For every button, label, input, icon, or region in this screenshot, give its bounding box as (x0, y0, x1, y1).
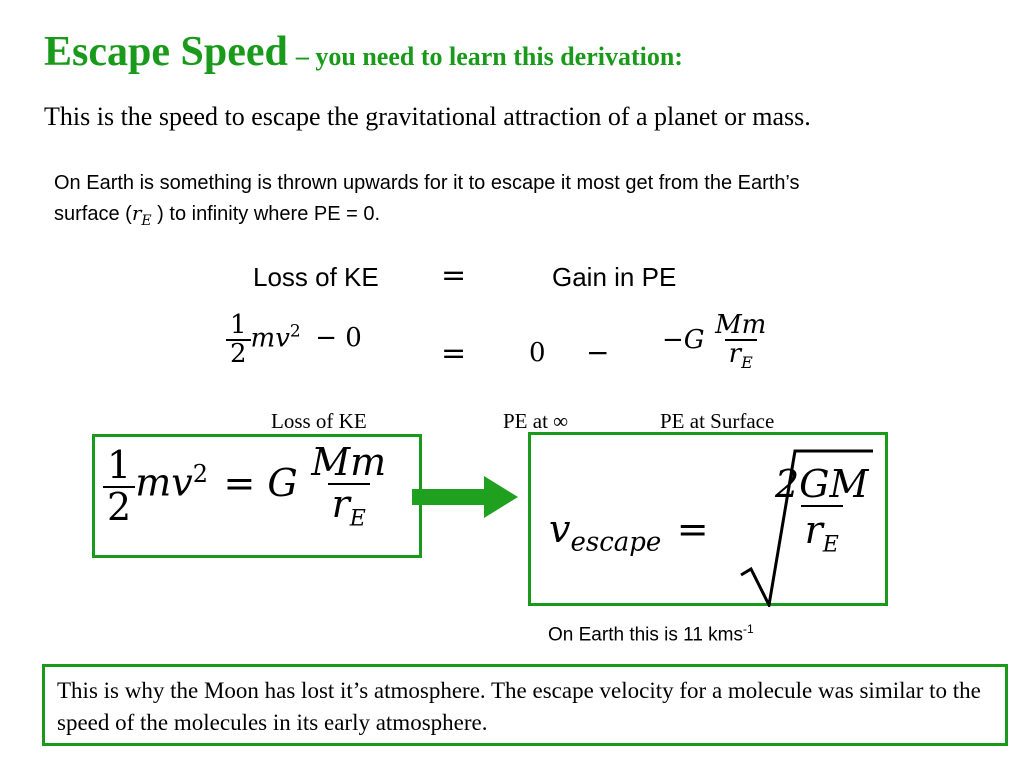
earth-line-2-pre: surface ( (54, 203, 132, 225)
title-subtitle: – you need to learn this derivation: (295, 42, 683, 71)
row1-equals: = (441, 258, 467, 293)
sqrt-r: r (804, 507, 823, 552)
moon-atmosphere-note (42, 664, 1008, 746)
row2-mv: mv (250, 323, 290, 354)
row1-gain-pe: Gain in PE (552, 262, 677, 292)
row2-minus-zero: − 0 (315, 323, 362, 354)
intro-text: This is the speed to escape the gravitational attraction of a planet or mass. (44, 102, 811, 131)
boxed-mv: mv (135, 460, 193, 505)
row2-power: 2 (289, 321, 301, 342)
boxed-half-den: 2 (103, 486, 135, 528)
v-escape (549, 507, 709, 558)
boxed-equals-g: = G (223, 460, 298, 505)
sqrt-num: 2GM (775, 462, 869, 506)
slide-title (44, 28, 683, 76)
earth-escape-sup: -1 (743, 622, 754, 636)
sqrt-den (801, 505, 843, 557)
right-arrow-icon (412, 476, 522, 518)
row2-equals: = (441, 336, 467, 371)
sqrt-r-sub: E (822, 532, 839, 558)
row2-lhs (226, 312, 362, 369)
earth-paragraph (54, 168, 954, 236)
row2-mm-den (725, 339, 757, 372)
boxed-r-sub: E (349, 506, 366, 532)
row1-loss-ke: Loss of KE (253, 262, 379, 292)
row2-r: r (728, 339, 742, 370)
row2-minus: − (586, 336, 610, 369)
boxed-mm-den (328, 483, 370, 531)
label-pe-infinity: PE at ∞ (503, 409, 569, 433)
row2-rhs (662, 312, 770, 372)
earth-line-2-post: ) to infinity where PE = 0. (151, 203, 381, 225)
boxed-r: r (331, 481, 350, 526)
title-main: Escape Speed (44, 29, 288, 75)
boxed-left-equation (103, 440, 390, 532)
r-symbol: r (131, 201, 142, 225)
r-subscript: E (141, 213, 152, 229)
boxed-half-num: 1 (107, 442, 132, 487)
boxed-half-fraction (103, 442, 135, 529)
boxed-mm-num: Mm (311, 440, 387, 484)
earth-escape-text: On Earth this is 11 kms (548, 624, 743, 646)
v-symbol: v (549, 507, 571, 551)
sqrt-fraction (771, 462, 872, 558)
row2-half-num: 1 (230, 310, 247, 340)
label-loss-ke: Loss of KE (271, 409, 367, 433)
boxed-power: 2 (192, 459, 208, 488)
equation-box-right (528, 432, 888, 606)
earth-escape-note (548, 622, 754, 646)
earth-line-1: On Earth is something is thrown upwards for it to escape it most get from the Earth’s (54, 172, 800, 194)
row2-mm-fraction (711, 312, 770, 372)
row2-neg-g: −G (662, 325, 705, 356)
label-pe-surface: PE at Surface (660, 409, 775, 433)
boxed-mm-fraction (307, 440, 390, 532)
v-equals: = (676, 507, 709, 551)
row2-mm-num: Mm (715, 310, 767, 340)
row2-half-fraction (226, 312, 251, 369)
row2-r-sub: E (741, 353, 753, 373)
v-subscript: escape (570, 527, 662, 558)
moon-atmosphere-text: This is why the Moon has lost it’s atmosphere. The escape velocity for a molecule was similar to the speed of the molecules in its early atmosphere. (57, 678, 981, 735)
equation-box-left (92, 434, 422, 558)
row2-zero: 0 (529, 338, 546, 368)
row2-half-den: 2 (226, 339, 251, 368)
